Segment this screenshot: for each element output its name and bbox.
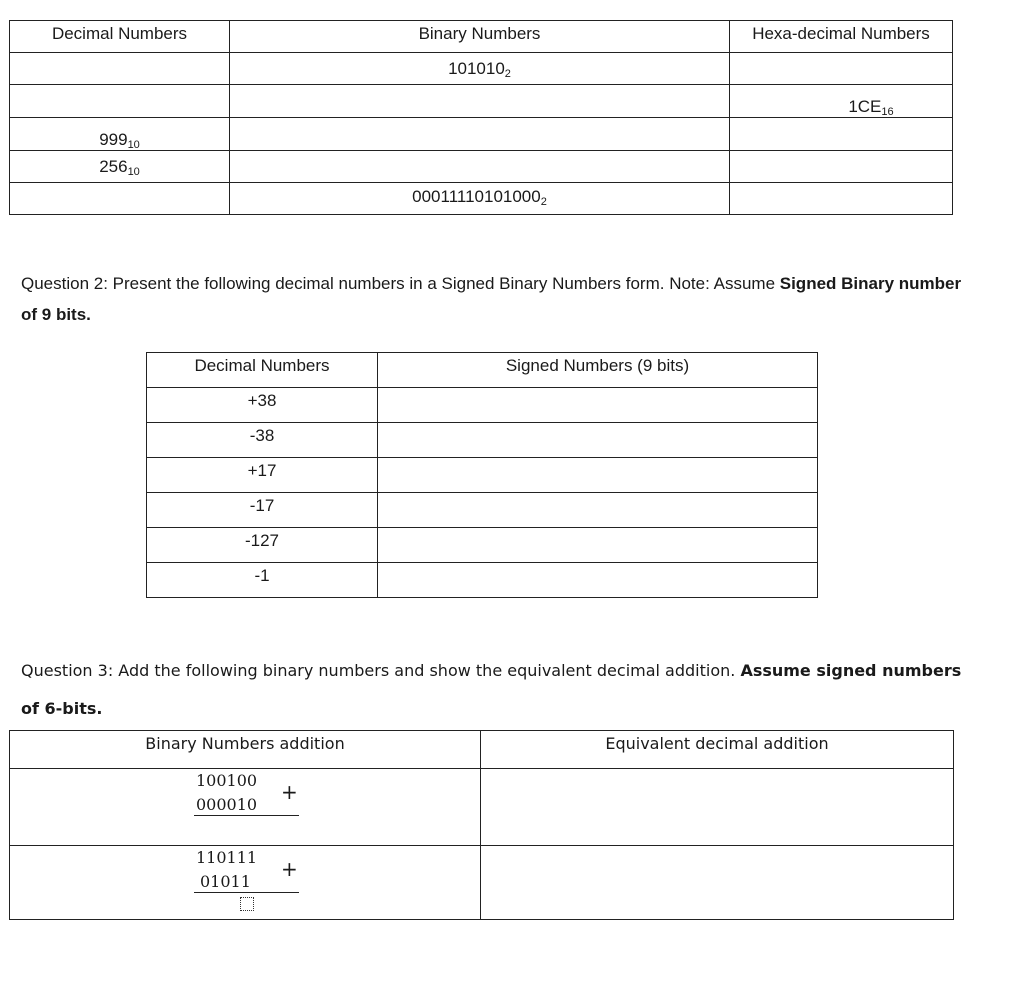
plus-sign: + <box>281 857 298 881</box>
cell-binary-addition <box>10 846 481 920</box>
addend-b: 000010 <box>196 795 258 814</box>
cell-decimal[interactable] <box>10 183 230 215</box>
table-header-row <box>10 21 953 53</box>
table-row <box>10 85 953 118</box>
header-binary-addition: Binary Numbers addition <box>10 731 481 769</box>
cell-decimal: -17 <box>147 493 378 528</box>
cell-signed-answer[interactable] <box>378 388 818 423</box>
cell-decimal[interactable] <box>10 53 230 85</box>
table-row <box>10 53 953 85</box>
signed-numbers-table <box>146 352 818 598</box>
sum-line <box>194 815 299 816</box>
number-conversion-table <box>9 20 953 215</box>
cell-hex[interactable] <box>730 53 953 85</box>
table-row <box>10 118 953 151</box>
answer-placeholder-box[interactable] <box>240 897 254 911</box>
cell-decimal: -1 <box>147 563 378 598</box>
binary-addition-table <box>9 730 954 920</box>
addend-b: 01011 <box>200 872 251 891</box>
cell-decimal: +17 <box>147 458 378 493</box>
table-row <box>147 563 818 598</box>
cell-decimal[interactable]: $256_{10}$ <box>10 151 230 183</box>
addend-a: 110111 <box>196 848 258 867</box>
cell-decimal: -127 <box>147 528 378 563</box>
sum-line <box>194 892 299 893</box>
addition-problem <box>194 769 304 839</box>
cell-decimal[interactable] <box>10 85 230 118</box>
table-row <box>10 846 954 920</box>
cell-binary[interactable]: $101010_2$ <box>230 53 730 85</box>
cell-signed-answer[interactable] <box>378 493 818 528</box>
cell-decimal[interactable]: $999_{10}$ <box>10 118 230 151</box>
addend-a: 100100 <box>196 771 258 790</box>
cell-binary[interactable] <box>230 151 730 183</box>
table-row <box>10 151 953 183</box>
table-row <box>147 388 818 423</box>
cell-signed-answer[interactable] <box>378 528 818 563</box>
cell-signed-answer[interactable] <box>378 458 818 493</box>
header-decimal-addition: Equivalent decimal addition <box>481 731 954 769</box>
table-header-row <box>10 731 954 769</box>
table-row <box>10 769 954 846</box>
cell-decimal: -38 <box>147 423 378 458</box>
addition-problem <box>194 846 304 916</box>
table-row <box>10 183 953 215</box>
table-row <box>147 458 818 493</box>
header-decimal: Decimal Numbers <box>147 353 378 388</box>
cell-decimal-answer[interactable] <box>481 769 954 846</box>
cell-hex[interactable]: $1CE_{16}$ <box>730 85 953 118</box>
table-header-row <box>147 353 818 388</box>
cell-hex[interactable] <box>730 151 953 183</box>
cell-decimal: +38 <box>147 388 378 423</box>
cell-hex[interactable] <box>730 183 953 215</box>
header-decimal: Decimal Numbers <box>10 21 230 53</box>
cell-hex[interactable] <box>730 118 953 151</box>
cell-signed-answer[interactable] <box>378 563 818 598</box>
header-hex: Hexa-decimal Numbers <box>730 21 953 53</box>
cell-binary-addition <box>10 769 481 846</box>
cell-decimal-answer[interactable] <box>481 846 954 920</box>
table-row <box>147 493 818 528</box>
cell-signed-answer[interactable] <box>378 423 818 458</box>
header-binary: Binary Numbers <box>230 21 730 53</box>
table-row <box>147 528 818 563</box>
header-signed: Signed Numbers (9 bits) <box>378 353 818 388</box>
cell-binary[interactable] <box>230 118 730 151</box>
cell-binary[interactable] <box>230 85 730 118</box>
plus-sign: + <box>281 780 298 804</box>
question-3: Question 3: Add the following binary numbers and show the equivalent decimal addition. Assume signed numbers of 6-bits. <box>21 661 962 718</box>
table-row <box>147 423 818 458</box>
cell-binary[interactable]: $00011110101000_2$ <box>230 183 730 215</box>
question-2: Question 2: Present the following decimal numbers in a Signed Binary Numbers form. Note: Assume Signed Binary number of 9 bits. <box>21 274 962 324</box>
